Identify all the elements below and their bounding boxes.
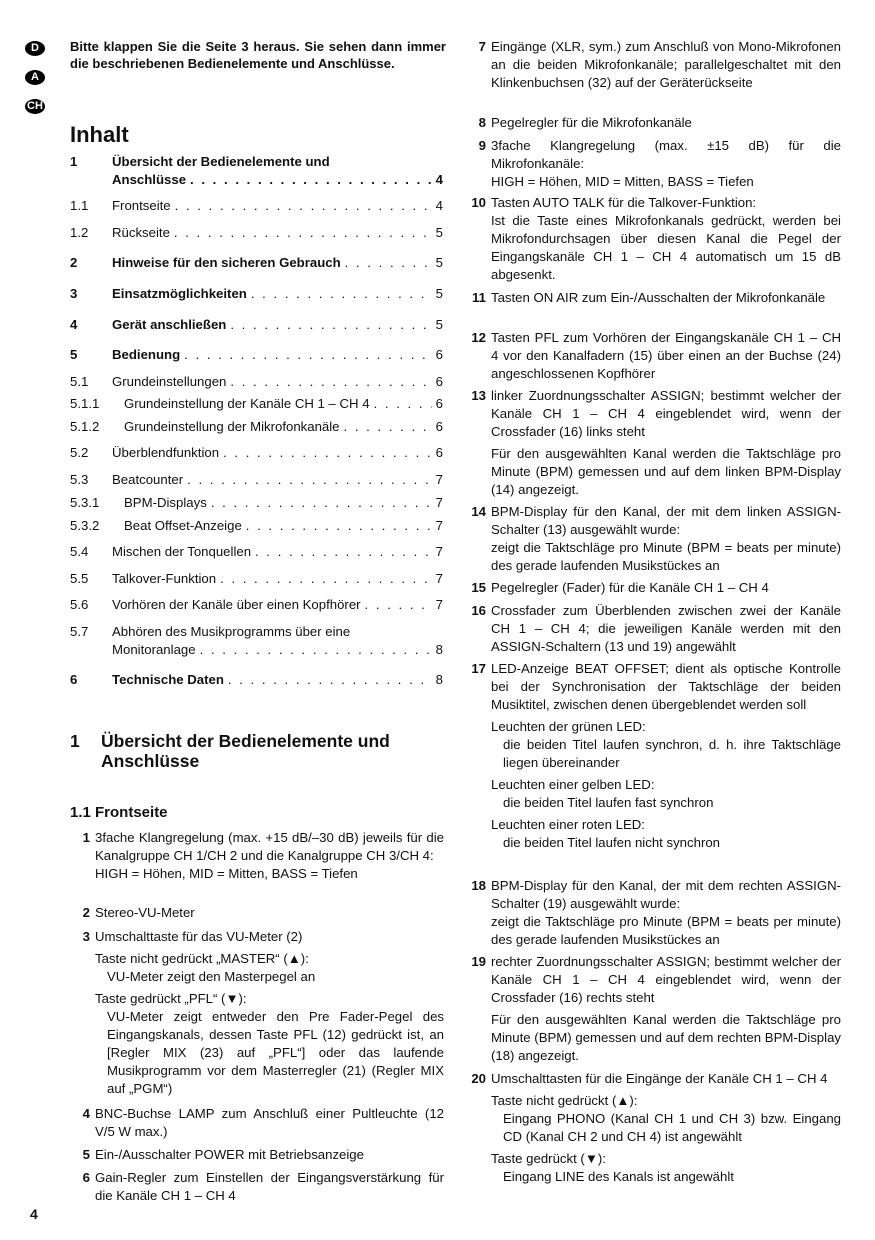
section-number: 1 — [70, 731, 80, 751]
item-number: 16 — [471, 603, 486, 618]
toc-page: 6 — [435, 445, 443, 460]
item-text: Ist die Taste eines Mikrofonkanals gedrückt, werden bei Mikrofondurchsagen über diesen Kanal die Pegel der Eingangskanäle CH 1 – CH 4 automatisch um 15 dB abgesenkt. — [491, 213, 841, 282]
toc-page: 7 — [435, 518, 443, 533]
toc-number: 5.7 — [70, 624, 89, 639]
item-text: Eingänge (XLR, sym.) zum Anschluß von Mono-Mikrofonen an die beiden Mikrofonkanäle; parallelgeschaltet mit den Klinkenbuchsen (32) auf der Geräterückseite — [491, 39, 841, 90]
toc-page: 5 — [435, 317, 443, 332]
toc-text: Beatcounter — [112, 472, 184, 487]
item-text: BPM-Display für den Kanal, der mit dem linken ASSIGN-Schalter (13) ausgewählt wurde: — [491, 504, 841, 537]
item-text: BPM-Display für den Kanal, der mit dem rechten ASSIGN-Schalter (19) ausgewählt wurde: — [491, 878, 841, 911]
toc-number: 1 — [70, 154, 78, 169]
toc-number: 1.2 — [70, 225, 89, 240]
item-number: 4 — [82, 1106, 90, 1121]
item-text: die beiden Titel laufen synchron, d. h. ihre Taktschläge liegen übereinander — [503, 737, 841, 770]
toc-page: 6 — [435, 374, 443, 389]
toc-text: Gerät anschließen — [112, 317, 227, 332]
item-number: 13 — [471, 388, 486, 403]
item-text: die beiden Titel laufen nicht synchron — [503, 835, 721, 850]
item-text: Leuchten einer roten LED: — [491, 817, 645, 832]
item-text: Stereo-VU-Meter — [95, 905, 195, 920]
item-text: Gain-Regler zum Einstellen der Eingangsverstärkung für die Kanäle CH 1 – CH 4 — [95, 1170, 444, 1203]
toc-number: 5.1 — [70, 374, 89, 389]
item-text: Für den ausgewählten Kanal werden die Taktschläge pro Minute (BPM) gemessen und auf dem rechten BPM-Display (18) angezeigt. — [491, 1012, 841, 1063]
item-text: HIGH = Höhen, MID = Mitten, BASS = Tiefen — [95, 866, 358, 881]
toc-title: Inhalt — [70, 122, 129, 147]
item-number: 15 — [471, 580, 486, 595]
item-text: Ein-/Ausschalter POWER mit Betriebsanzeige — [95, 1147, 364, 1162]
item-text: Eingang LINE des Kanals ist angewählt — [503, 1169, 734, 1184]
item-number: 9 — [478, 138, 486, 153]
item-number: 1 — [82, 830, 90, 845]
item-text: VU-Meter zeigt entweder den Pre Fader-Pegel des Eingangskanals, dessen Taste PFL (12) gedrückt ist, an [Regler MIX (23) auf „PFL“] oder das laufende Musikprogramm vor dem Masterregler (21) (Regler MIX auf „PGM“) — [107, 1009, 444, 1096]
item-number: 7 — [478, 39, 486, 54]
item-text: LED-Anzeige BEAT OFFSET; dient als optische Kontrolle bei der Synchronisation der Taktschläge der beiden Musiktitel, zwischen denen übergeblendet werden soll — [491, 661, 841, 712]
toc-number: 6 — [70, 672, 78, 687]
toc-page: 5 — [435, 286, 443, 301]
item-text: Pegelregler (Fader) für die Kanäle CH 1 – CH 4 — [491, 580, 769, 595]
item-text: Für den ausgewählten Kanal werden die Taktschläge pro Minute (BPM) gemessen und auf dem linken BPM-Display (14) angezeigt. — [491, 446, 841, 497]
item-text: Umschalttasten für die Eingänge der Kanäle CH 1 – CH 4 — [491, 1071, 828, 1086]
item-text: Crossfader zum Überblenden zwischen zwei der Kanäle CH 1 – CH 4; die jeweiligen Kanäle werden mit den ASSIGN-Schaltern (13 und 19) angewählt — [491, 603, 841, 654]
toc-text: Monitoranlage — [112, 642, 196, 657]
toc-text: Abhören des Musikprogramms über eine — [112, 624, 351, 639]
toc-text: Talkover-Funktion — [112, 571, 217, 586]
toc-text: Vorhören der Kanäle über einen Kopfhörer — [112, 597, 361, 612]
toc-text: Übersicht der Bedienelemente und — [112, 154, 330, 169]
item-text: Eingang PHONO (Kanal CH 1 und CH 3) bzw. Eingang CD (Kanal CH 2 und CH 4) ist angewählt — [503, 1111, 841, 1144]
item-number: 19 — [471, 954, 486, 969]
item-text: Tasten AUTO TALK für die Talkover-Funktion: — [491, 195, 757, 210]
toc-page: 6 — [435, 347, 443, 362]
item-number: 14 — [471, 504, 486, 519]
toc-number: 5.1.1 — [70, 396, 100, 411]
item-text: Taste gedrückt „PFL“ (▼): — [95, 991, 247, 1006]
item-text: Leuchten einer gelben LED: — [491, 777, 655, 792]
item-text: Tasten PFL zum Vorhören der Eingangskanäle CH 1 – CH 4 vor den Kanalfadern (15) über einen an der Buchse (24) angeschlossenen Kopfhörer — [491, 330, 841, 381]
item-text: linker Zuordnungsschalter ASSIGN; bestimmt welcher der Kanäle CH 1 – CH 4 eingeblendet wird, wenn der Crossfader (16) links steht — [491, 388, 841, 439]
toc-number: 5.2 — [70, 445, 89, 460]
toc-page: 5 — [435, 225, 443, 240]
item-number: 11 — [472, 290, 486, 305]
item-number: 6 — [82, 1170, 90, 1185]
item-number: 18 — [471, 878, 486, 893]
item-number: 12 — [471, 330, 486, 345]
toc-page: 7 — [435, 571, 443, 586]
toc-text: Mischen der Tonquellen — [112, 544, 252, 559]
subsection-heading: 1.1 Frontseite — [70, 804, 168, 821]
toc-number: 1.1 — [70, 198, 89, 213]
section-title: Übersicht der Bedienelemente und Anschlüsse — [101, 731, 390, 771]
language-badge-a: A — [25, 70, 45, 85]
language-badge-d: D — [25, 41, 45, 56]
toc-number: 5.3 — [70, 472, 89, 487]
toc-text: Hinweise für den sicheren Gebrauch — [112, 255, 341, 270]
toc-number: 5.4 — [70, 544, 89, 559]
item-text: Leuchten der grünen LED: — [491, 719, 646, 734]
item-text: VU-Meter zeigt den Masterpegel an — [107, 969, 316, 984]
item-text: 3fache Klangregelung (max. +15 dB/–30 dB) jeweils für die Kanalgruppe CH 1/CH 2 und die Kanalgruppe CH 3/CH 4: — [95, 830, 444, 863]
item-text: Umschalttaste für das VU-Meter (2) — [95, 929, 303, 944]
toc-page: 4 — [435, 198, 443, 213]
toc-page: 4 — [435, 172, 443, 187]
page-number: 4 — [30, 1206, 38, 1222]
item-text: Taste nicht gedrückt „MASTER“ (▲): — [95, 951, 309, 966]
toc-page: 6 — [435, 396, 443, 411]
item-number: 17 — [471, 661, 486, 676]
toc-page: 7 — [435, 597, 443, 612]
toc-page: 6 — [435, 419, 443, 434]
item-text: HIGH = Höhen, MID = Mitten, BASS = Tiefen — [491, 174, 754, 189]
item-text: Pegelregler für die Mikrofonkanäle — [491, 115, 692, 130]
item-text: Tasten ON AIR zum Ein-/Ausschalten der Mikrofonkanäle — [491, 290, 826, 305]
toc-page: 8 — [435, 672, 443, 687]
item-number: 3 — [82, 929, 90, 944]
toc-page: 7 — [435, 544, 443, 559]
item-text: zeigt die Taktschläge pro Minute (BPM = beats per minute) des gerade laufenden Musikstückes an — [491, 914, 841, 947]
toc-text: Rückseite — [112, 225, 170, 240]
item-text: zeigt die Taktschläge pro Minute (BPM = beats per minute) des gerade laufenden Musikstückes an — [491, 540, 841, 573]
toc-text: Technische Daten — [112, 672, 224, 687]
toc-number: 5.5 — [70, 571, 89, 586]
toc-text: Frontseite — [112, 198, 171, 213]
toc-text: Grundeinstellung der Kanäle CH 1 – CH 4 — [124, 396, 370, 411]
toc-page: 7 — [435, 495, 443, 510]
toc-number: 5.1.2 — [70, 419, 100, 434]
toc-page: 8 — [435, 642, 443, 657]
item-text: rechter Zuordnungsschalter ASSIGN; bestimmt welcher der Kanäle CH 1 – CH 4 eingeblendet wird, wenn der Crossfader (16) rechts steht — [491, 954, 841, 1005]
item-text: Taste gedrückt (▼): — [491, 1151, 606, 1166]
item-text: BNC-Buchse LAMP zum Anschluß einer Pultleuchte (12 V/5 W max.) — [95, 1106, 444, 1139]
language-badge-ch: CH — [25, 99, 45, 114]
toc-page: 5 — [435, 255, 443, 270]
toc-number: 2 — [70, 255, 78, 270]
toc-number: 5 — [70, 347, 78, 362]
toc-text: Anschlüsse — [112, 172, 187, 187]
item-text: 3fache Klangregelung (max. ±15 dB) für die Mikrofonkanäle: — [491, 138, 841, 171]
toc-text: Grundeinstellung der Mikrofonkanäle — [124, 419, 340, 434]
toc-text: Einsatzmöglichkeiten — [112, 286, 247, 301]
toc-number: 4 — [70, 317, 78, 332]
toc-text: BPM-Displays — [124, 495, 207, 510]
toc-text: Beat Offset-Anzeige — [124, 518, 242, 533]
item-number: 8 — [478, 115, 486, 130]
toc-page: 7 — [435, 472, 443, 487]
item-text: Taste nicht gedrückt (▲): — [491, 1093, 638, 1108]
toc-text: Überblendfunktion — [112, 445, 220, 460]
toc-number: 5.3.2 — [70, 518, 100, 533]
toc-number: 3 — [70, 286, 78, 301]
toc-number: 5.3.1 — [70, 495, 100, 510]
item-number: 20 — [471, 1071, 486, 1086]
item-number: 2 — [82, 905, 90, 920]
toc-number: 5.6 — [70, 597, 89, 612]
intro-text: Bitte klappen Sie die Seite 3 heraus. Sie sehen dann immer die beschriebenen Bedienelemente und Anschlüsse. — [70, 39, 446, 71]
toc-text: Bedienung — [112, 347, 181, 362]
toc-text: Grundeinstellungen — [112, 374, 227, 389]
item-number: 5 — [82, 1147, 90, 1162]
item-text: die beiden Titel laufen fast synchron — [503, 795, 714, 810]
item-number: 10 — [471, 195, 486, 210]
